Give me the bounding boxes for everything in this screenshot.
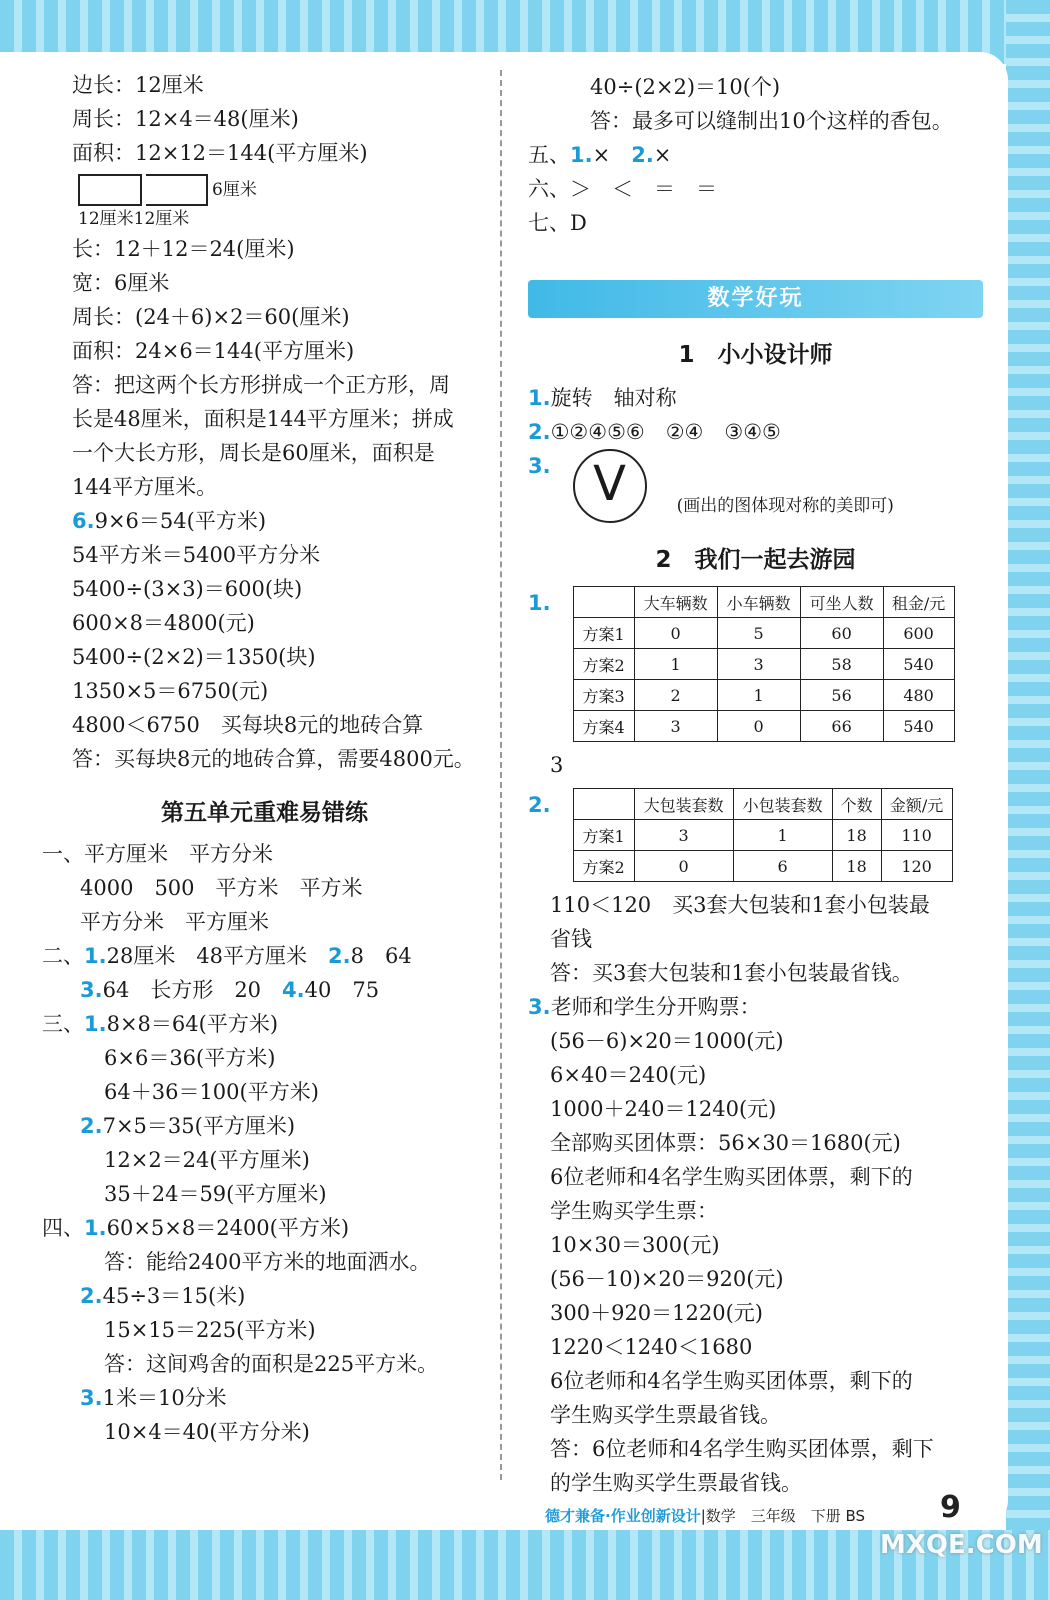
answer-line	[528, 1024, 983, 1058]
answer-line	[42, 572, 487, 606]
section2-title: 2 我们一起去游园	[655, 547, 856, 573]
table-cell: 58	[800, 649, 883, 680]
answer-line	[42, 1415, 487, 1449]
answer-line	[42, 1143, 487, 1177]
question-number: 1.	[528, 591, 551, 615]
table-cell: 方案3	[573, 680, 634, 711]
answer-text: 答：买每块8元的地砖合算，需要4800元。	[72, 747, 475, 771]
answer-text: 答：能给2400平方米的地面洒水。	[104, 1250, 431, 1274]
answer-text: ×	[653, 143, 672, 167]
answer-line	[42, 1381, 487, 1415]
rect-box	[146, 174, 208, 206]
answer-text: 15×15＝225(平方米)	[104, 1318, 316, 1342]
answer-line	[528, 1296, 983, 1330]
answer-text: 54平方米＝5400平方分米	[72, 543, 321, 567]
table-row	[573, 649, 954, 680]
answer-text: 6位老师和4名学生购买团体票，剩下的	[550, 1369, 913, 1393]
answer-text: 6×40＝240(元)	[550, 1063, 707, 1087]
answer-line	[42, 300, 487, 334]
answer-line	[528, 922, 983, 956]
question-number: 1.	[570, 143, 593, 167]
answer-text: 5400÷(3×3)＝600(块)	[72, 577, 303, 601]
right-column	[528, 70, 983, 1500]
table-cell: 600	[883, 618, 954, 649]
package-table	[573, 788, 953, 882]
answer-text: 40÷(2×2)＝10(个)	[590, 75, 781, 99]
rect-box	[78, 174, 142, 206]
question-number: 3.	[80, 978, 103, 1002]
answer-text: 的学生购买学生票最省钱。	[550, 1471, 802, 1495]
answer-text: 8 64	[350, 944, 412, 968]
table1-block	[528, 586, 983, 742]
answer-line	[42, 402, 487, 436]
answer-text: 长是48厘米，面积是144平方厘米；拼成	[72, 407, 454, 431]
symmetric-drawing: V	[573, 449, 647, 523]
left-column	[42, 68, 487, 1449]
section2-answers	[528, 888, 983, 1500]
answer-line	[528, 1228, 983, 1262]
answer-text: 60×5×8＝2400(平方米)	[106, 1216, 350, 1240]
question-number: 1.	[84, 944, 107, 968]
table-cell: 1	[717, 680, 800, 711]
answer-text: 长：12＋12＝24(厘米)	[72, 237, 295, 261]
answer-line	[42, 640, 487, 674]
answer-line	[528, 172, 983, 206]
answer-line	[42, 1245, 487, 1279]
question-number: 3.	[528, 454, 551, 478]
answer-line	[42, 905, 487, 939]
answer-text: 全部购买团体票：56×30＝1680(元)	[550, 1131, 901, 1155]
answer-text: 600×8＝4800(元)	[72, 611, 255, 635]
question-number: 1.	[84, 1216, 107, 1240]
answer-line	[42, 871, 487, 905]
answer-text: 答：买3套大包装和1套小包装最省钱。	[550, 961, 913, 985]
page-number: 9	[940, 1490, 961, 1525]
question-number: 2.	[528, 420, 551, 444]
footer-info: |数学 三年级 下册 BS	[700, 1507, 866, 1525]
answer-line	[42, 538, 487, 572]
bottom-label: 12厘米12厘米	[78, 209, 190, 229]
answer-text: 110＜120 买3套大包装和1套小包装最	[550, 893, 930, 917]
table-cell: 480	[883, 680, 954, 711]
answer-text: 4800＜6750 买每块8元的地砖合算	[72, 713, 424, 737]
answer-line	[42, 674, 487, 708]
question-number: 6.	[72, 509, 95, 533]
answer-text: 学生购买学生票最省钱。	[550, 1403, 781, 1427]
section-prefix: 三、	[42, 1012, 84, 1036]
section-prefix: 二、	[42, 944, 84, 968]
question-number: 2.	[80, 1284, 103, 1308]
answer-text: 旋转 轴对称	[550, 386, 677, 410]
table-cell: 18	[832, 820, 881, 851]
question-number: 2.	[80, 1114, 103, 1138]
table-cell: 540	[883, 649, 954, 680]
table-cell: 120	[881, 851, 952, 882]
rental-table	[573, 586, 955, 742]
table-cell: 3	[717, 649, 800, 680]
answer-line	[528, 1194, 983, 1228]
answer-line	[528, 956, 983, 990]
answer-text: 12×2＝24(平方厘米)	[104, 1148, 310, 1172]
table-cell: 小车辆数	[717, 587, 800, 618]
answer-line	[42, 436, 487, 470]
answer-text: 10×4＝40(平方分米)	[104, 1420, 310, 1444]
question-number: 1.	[528, 386, 551, 410]
answer-text: 老师和学生分开购票：	[550, 995, 761, 1019]
answer-text: 周长：12×4＝48(厘米)	[72, 107, 299, 131]
answer-line	[528, 206, 983, 240]
answer-line	[42, 606, 487, 640]
section-prefix: 四、	[42, 1216, 84, 1240]
answer-text: 7×5＝35(平方厘米)	[102, 1114, 296, 1138]
answer-text: 1220＜1240＜1680	[550, 1335, 753, 1359]
answer-text: 64＋36＝100(平方米)	[104, 1080, 319, 1104]
answer-line	[42, 1109, 487, 1143]
answer-line	[42, 470, 487, 504]
section1-title: 1 小小设计师	[678, 342, 833, 368]
table-cell: 6	[733, 851, 832, 882]
footer-brand: 德才兼备·作业创新设计	[545, 1507, 701, 1525]
table-cell: 大包装套数	[634, 789, 733, 820]
question-number: 2.	[528, 793, 551, 817]
answer-text: (56－10)×20＝920(元)	[550, 1267, 784, 1291]
answer-line	[42, 939, 487, 973]
table-cell: 1	[733, 820, 832, 851]
table-cell	[573, 587, 634, 618]
answer-line	[528, 1330, 983, 1364]
column-divider	[500, 70, 502, 1480]
answer-line	[42, 102, 487, 136]
question-number: 2.	[631, 143, 654, 167]
answer-line	[528, 888, 983, 922]
table-row	[573, 618, 954, 649]
section1-q3	[528, 449, 983, 523]
answer-line	[528, 381, 983, 415]
section-prefix: 五、	[528, 143, 570, 167]
table-cell: 1	[634, 649, 717, 680]
answer-line	[42, 1279, 487, 1313]
right-top-answers	[528, 70, 983, 240]
watermark: MXQE.COM	[880, 1530, 1043, 1560]
answer-text: 1米＝10分米	[102, 1386, 227, 1410]
answer-line	[528, 1398, 983, 1432]
frame-right	[1006, 0, 1050, 1600]
answer-text: ①②④⑤⑥ ②④ ③④⑤	[550, 420, 781, 444]
answer-line	[528, 1058, 983, 1092]
answer-text: 6×6＝36(平方米)	[104, 1046, 276, 1070]
answer-text: 答：把这两个长方形拼成一个正方形，周	[72, 373, 450, 397]
unit-heading: 第五单元重难易错练	[161, 800, 368, 826]
answer-line	[42, 1177, 487, 1211]
answer-text: 4000 500 平方米 平方米	[80, 876, 363, 900]
answer-line	[42, 708, 487, 742]
answer-text: 宽：6厘米	[72, 271, 170, 295]
answer-text: 6位老师和4名学生购买团体票，剩下的	[550, 1165, 913, 1189]
answer-line	[528, 990, 983, 1024]
answer-text: 9×6＝54(平方米)	[94, 509, 267, 533]
table-cell: 60	[800, 618, 883, 649]
answer-text: 一、平方厘米 平方分米	[42, 842, 273, 866]
answer-line	[42, 68, 487, 102]
answer-line	[42, 1211, 487, 1245]
table-cell: 110	[881, 820, 952, 851]
side-label: 6厘米	[212, 180, 257, 200]
answer-line	[42, 742, 487, 776]
table-cell: 66	[800, 711, 883, 742]
answer-text: 45÷3＝15(米)	[102, 1284, 246, 1308]
table-cell: 56	[800, 680, 883, 711]
table-header-row	[573, 587, 954, 618]
answer-text: 8×8＝64(平方米)	[106, 1012, 279, 1036]
answer-line	[528, 1432, 983, 1466]
answer-text: 28厘米 48平方厘米	[106, 944, 329, 968]
table-cell: 18	[832, 851, 881, 882]
answer-text: 1000＋240＝1240(元)	[550, 1097, 777, 1121]
answer-text: 40 75	[304, 978, 380, 1002]
section-banner: 数学好玩	[528, 280, 983, 318]
answer-text: 10×30＝300(元)	[550, 1233, 720, 1257]
answer-text: 学生购买学生票：	[550, 1199, 718, 1223]
answer-text: 35＋24＝59(平方厘米)	[104, 1182, 327, 1206]
answer-text: 平方分米 平方厘米	[80, 910, 269, 934]
table-header-row	[573, 789, 952, 820]
answer-line	[42, 1313, 487, 1347]
table-cell: 方案1	[573, 820, 634, 851]
answer-text: 面积：24×6＝144(平方厘米)	[72, 339, 355, 363]
answer-line	[528, 1262, 983, 1296]
answer-line	[42, 266, 487, 300]
answer-text: 1350×5＝6750(元)	[72, 679, 269, 703]
answer-line	[42, 1041, 487, 1075]
answer-text: 144平方厘米。	[72, 475, 218, 499]
answer-line	[528, 1466, 983, 1500]
table-cell: 方案2	[573, 649, 634, 680]
answer-line	[528, 138, 983, 172]
table-cell: 0	[634, 618, 717, 649]
question-number: 1.	[84, 1012, 107, 1036]
answer-line	[528, 415, 983, 449]
table-cell: 3	[634, 820, 733, 851]
answer-line	[528, 1160, 983, 1194]
table-cell: 小包装套数	[733, 789, 832, 820]
answer-line	[528, 70, 983, 104]
table-cell: 2	[634, 680, 717, 711]
answer-text: 面积：12×12＝144(平方厘米)	[72, 141, 368, 165]
footer	[545, 1505, 865, 1526]
answer-text: 64 长方形 20	[102, 978, 283, 1002]
answer-line	[42, 1347, 487, 1381]
rectangle-boxes	[78, 174, 487, 206]
answer-text: ×	[592, 143, 632, 167]
table-row	[573, 680, 954, 711]
answer-text: 七、D	[528, 211, 587, 235]
answer-text: 答：6位老师和4名学生购买团体票，剩下	[550, 1437, 934, 1461]
table-cell: 0	[717, 711, 800, 742]
answer-line	[42, 232, 487, 266]
table-cell: 方案2	[573, 851, 634, 882]
table-row	[573, 820, 952, 851]
rectangle-figure	[42, 174, 487, 232]
question-number: 3.	[528, 995, 551, 1019]
table1-note: 3	[550, 753, 564, 777]
answer-line	[528, 1364, 983, 1398]
table-cell: 方案4	[573, 711, 634, 742]
table-row	[573, 711, 954, 742]
table2-block	[528, 788, 983, 882]
drawing-note: (画出的图体现对称的美即可)	[676, 496, 894, 516]
table-cell: 金额/元	[881, 789, 952, 820]
answer-text: 边长：12厘米	[72, 73, 204, 97]
answer-line	[528, 1092, 983, 1126]
table-cell: 540	[883, 711, 954, 742]
table-cell: 个数	[832, 789, 881, 820]
table-cell: 方案1	[573, 618, 634, 649]
table-cell: 0	[634, 851, 733, 882]
section1-answers	[528, 381, 983, 449]
answer-text: 答：这间鸡舍的面积是225平方米。	[104, 1352, 439, 1376]
answer-line	[528, 104, 983, 138]
answer-line	[42, 973, 487, 1007]
question-number: 2.	[328, 944, 351, 968]
table-row	[573, 851, 952, 882]
table-cell: 3	[634, 711, 717, 742]
answer-text: 300＋920＝1220(元)	[550, 1301, 763, 1325]
answer-line	[42, 504, 487, 538]
answer-line	[42, 368, 487, 402]
answer-text: 5400÷(2×2)＝1350(块)	[72, 645, 316, 669]
answer-line	[42, 334, 487, 368]
answer-text: (56－6)×20＝1000(元)	[550, 1029, 784, 1053]
table-cell: 租金/元	[883, 587, 954, 618]
table-cell: 可坐人数	[800, 587, 883, 618]
answer-line	[42, 837, 487, 871]
answer-line	[528, 1126, 983, 1160]
answer-line	[42, 1007, 487, 1041]
table-cell	[573, 789, 634, 820]
table-cell: 5	[717, 618, 800, 649]
answer-line	[42, 136, 487, 170]
question-number: 3.	[80, 1386, 103, 1410]
answer-line	[42, 1075, 487, 1109]
answer-text: 周长：(24＋6)×2＝60(厘米)	[72, 305, 350, 329]
answer-text: 一个大长方形，周长是60厘米，面积是	[72, 441, 435, 465]
table-cell: 大车辆数	[634, 587, 717, 618]
answer-text: 省钱	[550, 927, 592, 951]
answer-text: 六、＞ ＜ ＝ ＝	[528, 177, 717, 201]
question-number: 4.	[282, 978, 305, 1002]
answer-text: 答：最多可以缝制出10个这样的香包。	[590, 109, 953, 133]
